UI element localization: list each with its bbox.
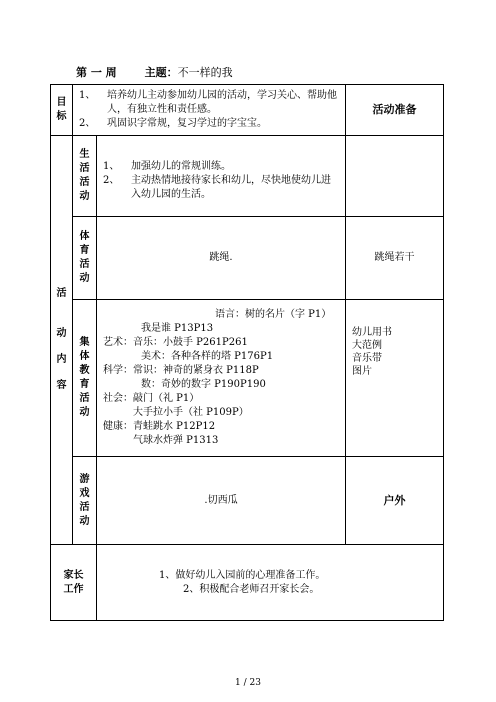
- lesson-line: 艺术：音乐：小鼓手 P261P261: [103, 337, 248, 348]
- lesson-line: 大手拉小手（社 P109P）: [133, 407, 249, 418]
- lesson-line: 社会：敲门（礼 P1）: [103, 393, 200, 404]
- lesson-line: 语言：树的名片（字 P1）: [215, 309, 332, 320]
- activity-content-label: 活 动 内 容: [51, 136, 73, 545]
- group-education-label: 集 体 教 育 活 动: [73, 300, 97, 457]
- life-activity-row: [51, 136, 444, 217]
- sports-content: 跳绳.: [97, 217, 346, 300]
- lesson-line: 健康：青蛙跳水 P12P12: [103, 421, 216, 432]
- parents-work-content: [97, 545, 444, 621]
- parents-work-label: 家长 工作: [51, 545, 97, 621]
- lesson-line: 数：奇妙的数字 P190P190: [141, 379, 266, 390]
- group-education-row: [51, 300, 444, 457]
- group-education-prep: 幼儿用书 大范例 音乐带 图片: [346, 300, 444, 457]
- life-activity-content: [97, 136, 346, 217]
- game-prep: 户外: [346, 457, 444, 545]
- lesson-line: 气球水炸弹 P1313: [133, 435, 219, 446]
- life-item: 2、 主动热情地接待家长和幼儿，尽快地使幼儿进入幼儿园的生活。: [103, 175, 331, 200]
- game-content: .切西瓜: [97, 457, 346, 545]
- sports-row: [51, 217, 444, 300]
- parents-item: 1、做好幼儿入园前的心理准备工作。: [159, 569, 326, 581]
- prep-header: 活动准备: [346, 85, 444, 136]
- lesson-line: 我是谁 P13P13: [141, 323, 214, 334]
- game-row: [51, 457, 444, 545]
- parents-work-row: [51, 545, 444, 621]
- goals-label: 目 标: [51, 85, 73, 136]
- life-activity-label: 生 活 活 动: [73, 136, 97, 217]
- weekly-plan-table: [50, 84, 444, 621]
- lesson-line: 科学：常识：神奇的紧身衣 P118P: [103, 365, 259, 376]
- goal-item: 2、 巩固识字常规，复习学过的字宝宝。: [79, 118, 267, 129]
- goal-item: 1、 培养幼儿主动参加幼儿园的活动，学习关心、帮助他人，有独立性和责任感。: [79, 90, 337, 115]
- week-label: 第 一 周: [76, 66, 117, 79]
- goals-row: [51, 85, 444, 136]
- theme-title: 不一样的我: [177, 66, 233, 79]
- sports-label: 体 育 活 动: [73, 217, 97, 300]
- parents-item: 2、积极配合老师召开家长会。: [183, 583, 320, 595]
- life-activity-prep: [346, 136, 444, 217]
- game-label: 游 戏 活 动: [73, 457, 97, 545]
- lesson-line: 美术：各种各样的塔 P176P1: [141, 351, 274, 362]
- theme-label: 主题：: [144, 66, 178, 79]
- goals-content: [73, 85, 346, 136]
- life-item: 1、 加强幼儿的常规训练。: [103, 161, 231, 172]
- page-heading: [76, 64, 233, 80]
- group-education-content: [97, 300, 346, 457]
- sports-prep: 跳绳若干: [346, 217, 444, 300]
- page-number: 1 / 23: [235, 678, 261, 688]
